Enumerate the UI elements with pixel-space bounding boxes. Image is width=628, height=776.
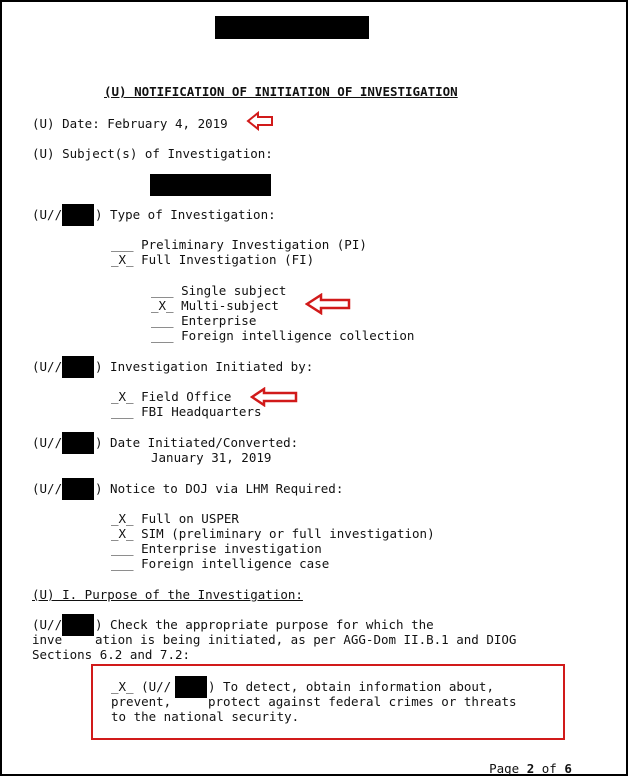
notice-option-enterprise: ___ Enterprise investigation [111,541,322,556]
header-redaction [215,16,369,39]
page-of: of [541,761,557,776]
notice-prefix: (U// [32,481,63,496]
notice-option-sim: _X_ SIM (preliminary or full investigation) [111,526,435,541]
initiated-option-field-office: _X_ Field Office [111,389,232,404]
date-initiated-prefix: (U// [32,435,63,450]
page-total: 6 [564,761,572,776]
notice-label: ) Notice to DOJ via LHM Required: [95,481,344,496]
document-title: (U) NOTIFICATION OF INITIATION OF INVESTIGATION [104,84,458,99]
red-arrow-field-office-icon [250,387,298,407]
subject-option-fi-collection: ___ Foreign intelligence collection [151,328,415,343]
red-arrow-date-icon [246,111,274,131]
notice-redaction [62,478,94,500]
initiated-option-hq: ___ FBI Headquarters [111,404,262,419]
initiated-label-redaction [62,356,94,378]
purpose-box-line-3: to the national security. [111,709,300,724]
purpose-line-2b: ation is being initiated, as per AGG-Dom II.B.1 and DIOG [95,632,517,647]
type-label: ) Type of Investigation: [95,207,276,222]
date-line: (U) Date: February 4, 2019 [32,116,228,131]
purpose-box-line-2b: protect against federal crimes or threats [208,694,517,709]
subject-option-enterprise: ___ Enterprise [151,313,257,328]
page-current: 2 [526,761,535,776]
initiated-label-prefix: (U// [32,359,63,374]
notice-option-usper: _X_ Full on USPER [111,511,239,526]
type-option-fi: _X_ Full Investigation (FI) [111,252,315,267]
subject-redaction [150,174,271,196]
purpose-line-3: Sections 6.2 and 7.2: [32,647,191,662]
subjects-label: (U) Subject(s) of Investigation: [32,146,273,161]
purpose-box-line-1a: _X_ (U// [111,679,172,694]
page-number [474,746,572,776]
date-initiated-value: January 31, 2019 [151,450,272,465]
type-label-redaction [62,204,94,226]
type-option-pi: ___ Preliminary Investigation (PI) [111,237,367,252]
notice-option-fi-case: ___ Foreign intelligence case [111,556,330,571]
initiated-label: ) Investigation Initiated by: [95,359,314,374]
purpose-redaction-2 [63,628,91,636]
purpose-heading: (U) I. Purpose of the Investigation: [32,587,303,602]
purpose-line-2a: inve [32,632,63,647]
red-arrow-multi-subject-icon [305,293,351,315]
purpose-line-1: ) Check the appropriate purpose for which the [95,617,434,632]
purpose-box-line-2a: prevent, [111,694,172,709]
page-label: Page [489,761,520,776]
purpose-box-redaction-1 [175,676,207,698]
date-initiated-label: ) Date Initiated/Converted: [95,435,299,450]
purpose-box-line-1b: ) To detect, obtain information about, [208,679,494,694]
purpose-prefix: (U// [32,617,63,632]
date-initiated-redaction [62,432,94,454]
type-label-prefix: (U// [32,207,63,222]
subject-option-single: ___ Single subject [151,283,287,298]
subject-option-multi: _X_ Multi-subject [151,298,279,313]
